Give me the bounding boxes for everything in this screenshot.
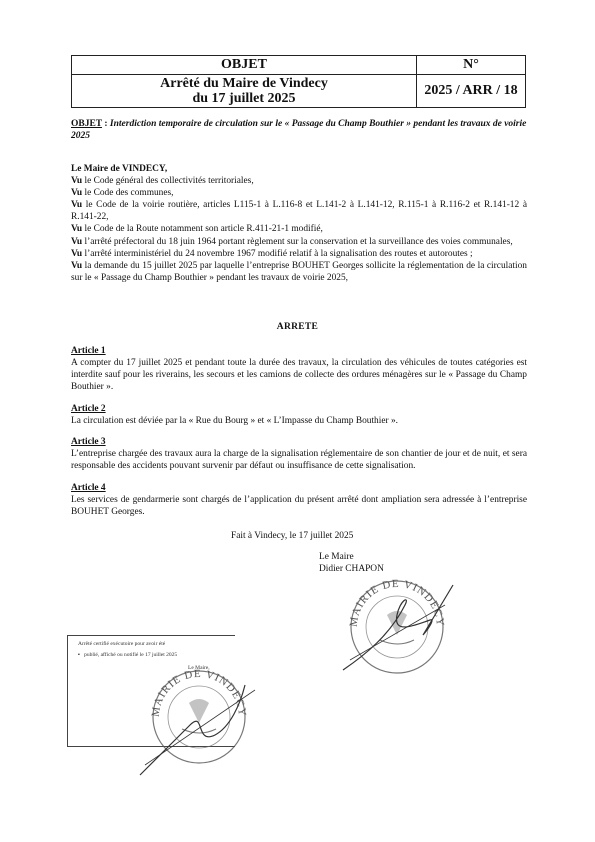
article-title: Article 2 [71, 404, 106, 414]
objet-label: OBJET [71, 119, 102, 129]
mairie-stamp-top [335, 565, 460, 685]
vu-keyword: Vu [71, 260, 83, 271]
vu-text: le Code général des collectivités territoriales, [82, 176, 254, 187]
header-title-line2: du 17 juillet 2025 [192, 91, 296, 106]
header-title-line1: Arrêté du Maire de Vindecy [160, 76, 328, 91]
header-table [71, 55, 526, 108]
preamble [71, 163, 527, 284]
vu-text: l’arrêté préfectoral du 18 juin 1964 portant règlement sur la conservation et la surveillance des voies communales, [82, 236, 513, 247]
vu-keyword: Vu [71, 188, 83, 199]
vu-keyword: Vu [71, 224, 83, 235]
certification-line2-text: publié, affiché ou notifié le 17 juillet 2025 [84, 652, 178, 658]
vu-keyword: Vu [71, 176, 83, 187]
vu-text: la demande du 15 juillet 2025 par laquelle l’entreprise BOUHET Georges sollicite la réglementation de la circulation sur le « Passage du Champ Bouthier » pendant les travaux de voirie 2025, [71, 260, 527, 283]
vu-item [71, 260, 527, 284]
vu-text: le Code des communes, [82, 188, 174, 199]
preamble-maire: Le Maire de VINDECY, [71, 164, 168, 174]
article-3 [71, 436, 527, 472]
vu-keyword: Vu [71, 236, 83, 247]
arrete-heading: ARRETE [276, 322, 319, 332]
mairie-stamp-bottom [135, 655, 265, 780]
article-4 [71, 482, 527, 518]
certification-line1: Arrêté certifié exécutoire pour avoir été [78, 641, 166, 647]
vu-item [71, 248, 527, 260]
objet-line [71, 118, 527, 142]
vu-text: le Code de la Route notamment son article R.411-21-1 modifié, [82, 224, 323, 235]
article-title: Article 1 [71, 346, 106, 356]
vu-item [71, 199, 527, 223]
vu-item [71, 187, 527, 199]
article-text: A compter du 17 juillet 2025 et pendant toute la durée des travaux, la circulation des véhicules de toutes catégories est interdite sauf pour les riverains, les secours et les camions de collecte des ordures ménagères sur le « Passage du Champ Bouthier ». [71, 358, 527, 392]
header-title [72, 75, 417, 108]
header-objet-label: OBJET [72, 56, 417, 75]
article-title: Article 3 [71, 437, 106, 447]
vu-text: l’arrêté interministériel du 24 novembre 1967 modifié relatif à la signalisation des routes et autoroutes ; [82, 248, 473, 259]
article-text: Les services de gendarmerie sont chargés de l’application du présent arrêté dont ampliation sera adressée à l’entreprise BOUHET Georges. [71, 495, 527, 517]
certification-line3: Le Maire, [188, 665, 210, 671]
header-number: 2025 / ARR / 18 [417, 75, 526, 108]
objet-separator: : [101, 119, 110, 129]
article-title: Article 4 [71, 483, 106, 493]
certification-line2: ▪ publié, affiché ou notifié le 17 juillet 2025 [78, 652, 178, 658]
article-text: L’entreprise chargée des travaux aura la charge de la signalisation réglementaire de son chantier de jour et de nuit, et sera responsable des accidents pouvant survenir par défaut ou insuffisance de cette signalisation. [71, 449, 527, 471]
vu-keyword: Vu [71, 248, 83, 259]
article-text: La circulation est déviée par la « Rue du Bourg » et « L’Impasse du Champ Bouthier ». [71, 416, 399, 426]
vu-keyword: Vu [71, 200, 83, 211]
objet-text: Interdiction temporaire de circulation sur le « Passage du Champ Bouthier » pendant les travaux de voirie 2025 [71, 119, 527, 141]
stamp-text: MAIRIE DE VINDECY [347, 577, 447, 628]
stamp-text: MAIRIE DE VINDECY [149, 667, 249, 718]
article-1 [71, 345, 527, 393]
vu-item [71, 236, 527, 248]
signatory-role: Le Maire [319, 552, 354, 562]
vu-text: le Code de la voirie routière, articles L115-1 à L.116-8 et L.141-2 à L.141-12, R.115-1 à R.116-2 et R.141-12 à R.141-22, [71, 200, 527, 223]
header-number-label: N° [417, 56, 526, 75]
fait-a-line: Fait à Vindecy, le 17 juillet 2025 [231, 531, 354, 541]
vu-item [71, 223, 527, 235]
vu-item [71, 175, 527, 187]
article-2 [71, 403, 527, 427]
signatory-name: Didier CHAPON [319, 564, 384, 574]
